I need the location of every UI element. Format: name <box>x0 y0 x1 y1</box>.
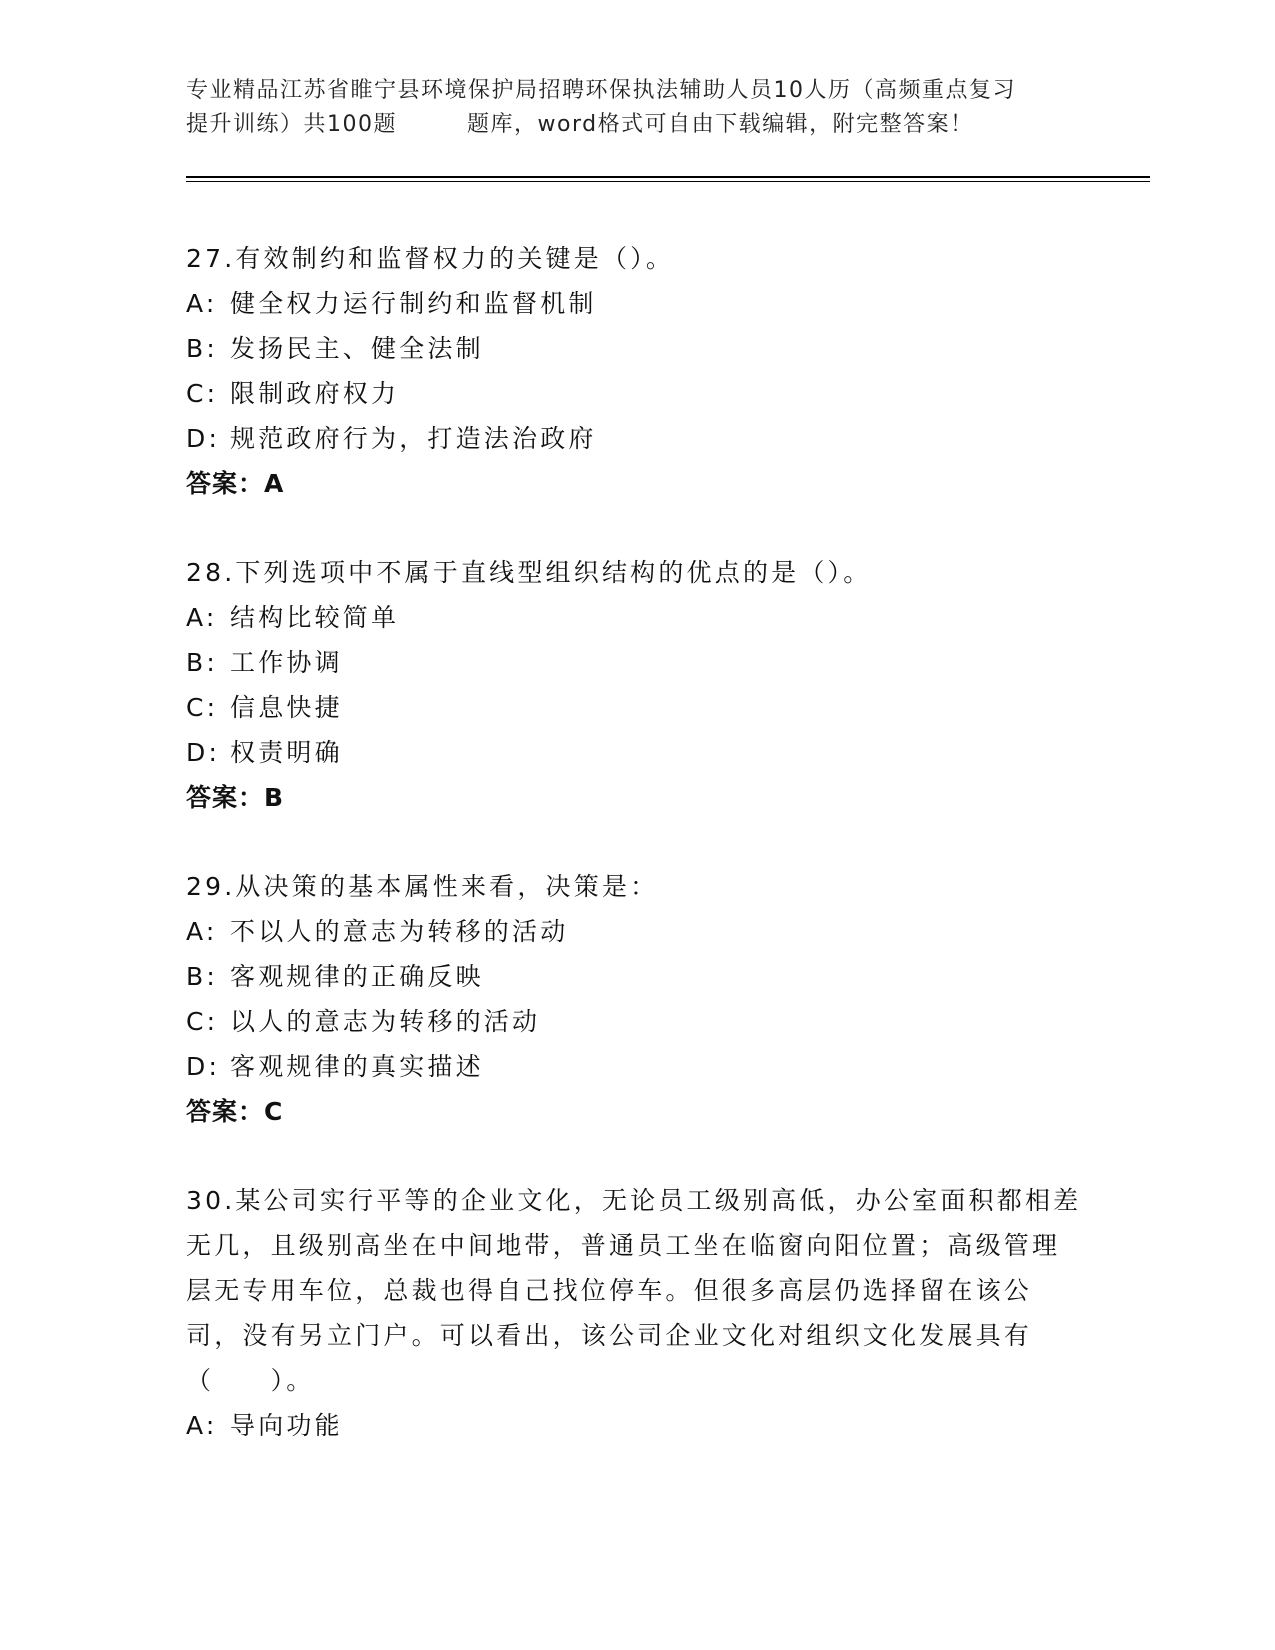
question-stem: 27.有效制约和监督权力的关键是（）。 <box>186 244 675 273</box>
option-letter: A: <box>186 289 218 318</box>
option-text: 信息快捷 <box>230 693 343 722</box>
option-letter: B: <box>186 962 218 991</box>
option-text: 限制政府权力 <box>230 379 400 408</box>
option-text: 发扬民主、健全法制 <box>230 334 484 363</box>
option-letter: C: <box>186 693 219 722</box>
question-stem: 30.某公司实行平等的企业文化，无论员工级别高低，办公室面积都相差无几，且级别高坐在中间地带，普通员工坐在临窗向阳位置；高级管理层无专用车位，总裁也得自己找位停车。但很多高层仍选择留在该公司，没有另立门户。可以看出，该公司企业文化对组织文化发展具有（ ）。 <box>186 1186 1082 1395</box>
option-b <box>186 954 1086 999</box>
option-text: 客观规律的真实描述 <box>230 1052 484 1081</box>
option-b <box>186 326 1086 371</box>
option-text: 以人的意志为转移的活动 <box>230 1007 541 1036</box>
option-c <box>186 685 1086 730</box>
option-d <box>186 730 1086 775</box>
option-letter: C: <box>186 379 219 408</box>
option-letter: D: <box>186 1052 221 1081</box>
option-letter: B: <box>186 648 218 677</box>
header-line-1: 专业精品江苏省睢宁县环境保护局招聘环保执法辅助人员10人历（高频重点复习 <box>186 78 1016 103</box>
option-text: 健全权力运行制约和监督机制 <box>230 289 597 318</box>
option-a <box>186 595 1086 640</box>
option-c <box>186 371 1086 416</box>
header-line-2-part-2: 题库，word格式可自由下载编辑，附完整答案！ <box>467 112 974 137</box>
header-rule-thin <box>186 181 1150 182</box>
option-d <box>186 416 1086 461</box>
option-a <box>186 909 1086 954</box>
option-letter: A: <box>186 603 218 632</box>
option-letter: C: <box>186 1007 219 1036</box>
option-b <box>186 640 1086 685</box>
question-30 <box>186 1178 1086 1448</box>
option-text: 不以人的意志为转移的活动 <box>230 917 569 946</box>
option-letter: A: <box>186 1411 218 1440</box>
option-letter: B: <box>186 334 218 363</box>
option-text: 权责明确 <box>230 738 343 767</box>
option-text: 结构比较简单 <box>230 603 400 632</box>
answer-line: 答案：A <box>186 469 285 498</box>
question-27 <box>186 236 1086 506</box>
question-stem: 29.从决策的基本属性来看，决策是： <box>186 872 659 901</box>
header-rule-thick <box>186 176 1150 178</box>
option-a <box>186 1403 1086 1448</box>
option-letter: A: <box>186 917 218 946</box>
question-28 <box>186 550 1086 820</box>
option-text: 客观规律的正确反映 <box>230 962 484 991</box>
question-stem: 28.下列选项中不属于直线型组织结构的优点的是（）。 <box>186 558 872 587</box>
header-line-2 <box>186 108 1086 142</box>
option-text: 工作协调 <box>230 648 343 677</box>
question-list <box>186 236 1086 1492</box>
option-c <box>186 999 1086 1044</box>
option-letter: D: <box>186 738 221 767</box>
question-29 <box>186 864 1086 1134</box>
option-d <box>186 1044 1086 1089</box>
header-line-2-part-1: 提升训练）共100题 <box>186 112 397 137</box>
answer-line: 答案：C <box>186 1097 284 1126</box>
option-a <box>186 281 1086 326</box>
document-header <box>186 74 1086 142</box>
option-letter: D: <box>186 424 221 453</box>
option-text: 规范政府行为，打造法治政府 <box>230 424 597 453</box>
answer-line: 答案：B <box>186 783 285 812</box>
option-text: 导向功能 <box>230 1411 343 1440</box>
